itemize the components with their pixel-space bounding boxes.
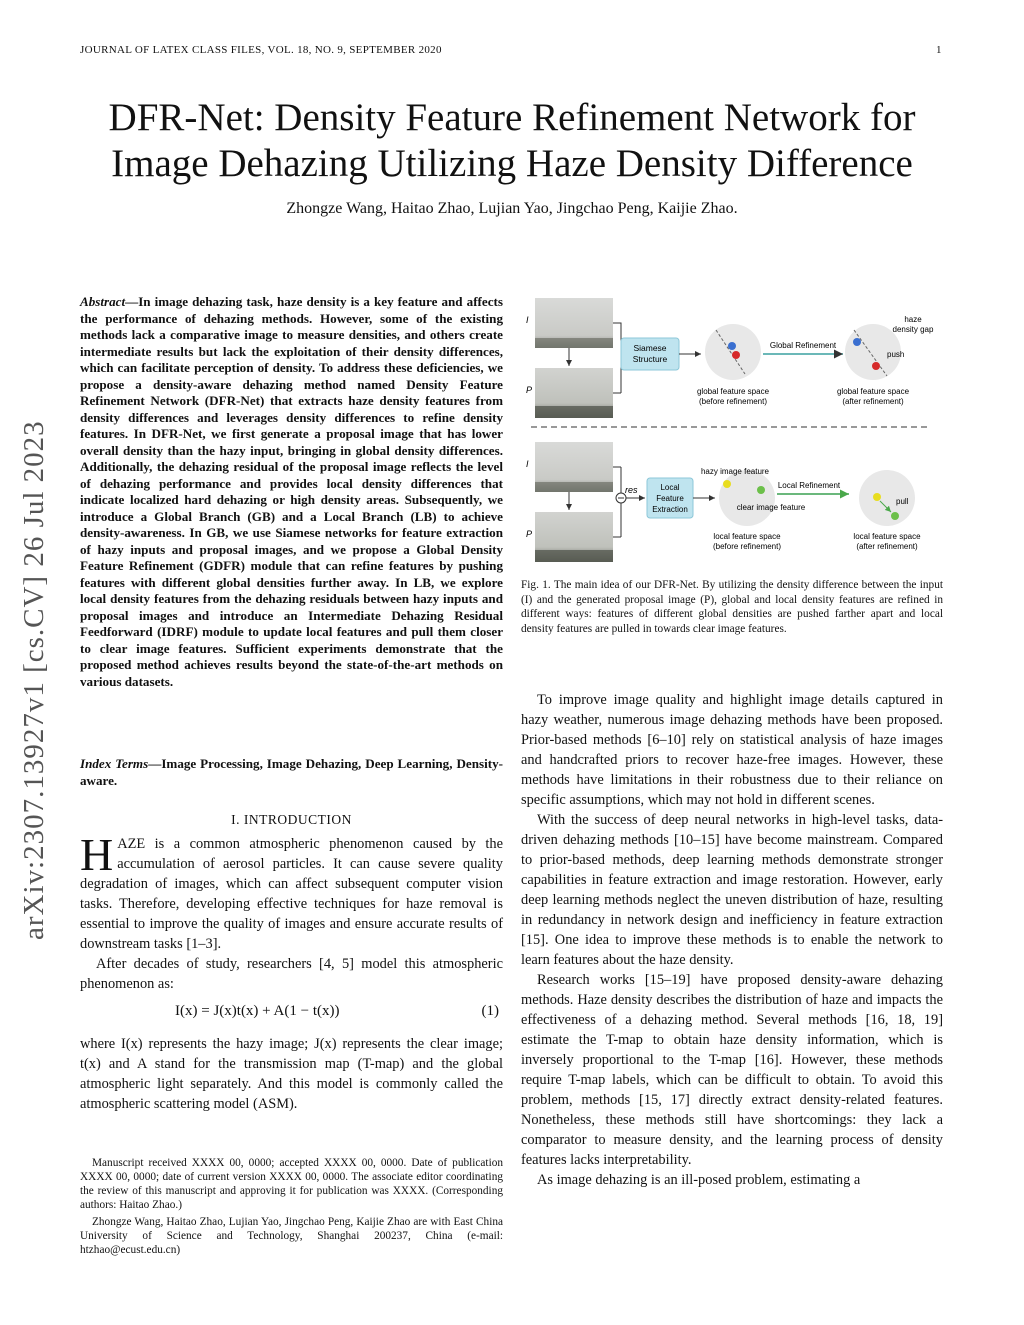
right-paragraph-4: As image dehazing is an ill-posed problem, estimating a [537, 1172, 861, 1188]
local-before-label-2: (before refinement) [712, 542, 782, 551]
index-terms [80, 756, 503, 789]
right-paragraph-1: To improve image quality and highlight image details captured in hazy weather, numerous image dehazing methods have been proposed. Prior-based methods [6–10] rely on statistical analysis of haze images and handcrafted priors to recover haze-free images. However, these methods have limitations in their robustness due to their reliance on specific assumptions, which may not hold in different scenes. [521, 692, 943, 808]
hazy-image-feature-label: hazy image feature [700, 467, 770, 476]
label-P-top: P [526, 385, 533, 395]
index-terms-label: Index Terms [80, 756, 149, 771]
equation-number: (1) [481, 1003, 499, 1019]
figure-1-caption: Fig. 1. The main idea of our DFR-Net. By utilizing the density difference between the input (I) and the generated proposal image (P), global and local density features are refined in different ways: features of different global densities are pushed farther apart and local density features are pulled in towards clear image features. [521, 579, 943, 635]
blue-feature-after [853, 338, 861, 346]
green-feature-after [891, 512, 899, 520]
lfe-label-2: Feature [656, 494, 684, 503]
abstract-text: —In image dehazing task, haze density is a key feature and affects the performance of dehazing methods. However, some of the existing methods lack a comparative image to measure densities, and others create intermediate results but lack the exploitation of their density differences, which can facilitate perception of density. To address these deficiencies, we propose a density-aware dehazing method named Density Feature Refinement Network (DFR-Net) that extracts haze density features from density differences and leverages density differences to refine density features. In DFR-Net, we first generate a proposal image that has lower overall density than the hazy input, bringing in global density differences. Additionally, the dehazing residual of the proposal image reflects the level of dehazing performance and provides local density differences that indicate localized hard dehazing or high density areas. Subsequently, we introduce a Global Branch (GB) and a Local Branch (LB) to achieve density-awareness. In GB, we use Siamese networks for feature extraction of hazy inputs and proposal images, and we propose a Global Density Feature Refinement (GDFR) module that can refine features by pushing features with different global densities further away. In LB, we explore local density features from the dehazing residuals between hazy inputs and proposal images and introduce an Intermediate Dehazing Residual Feedforward (IDRF) module to update local features and pull them closer to clear image features. Sufficient experiments demonstrate that the proposed method achieves results beyond the state-of-the-art methods on various datasets. [80, 294, 503, 689]
local-before-label-1: local feature space [713, 532, 781, 541]
push-label: push [887, 350, 905, 359]
pull-label: pull [896, 497, 909, 506]
index-terms-text: —Image Processing, Image Dehazing, Deep Learning, Density-aware. [80, 756, 503, 788]
yellow-feature-before [723, 480, 731, 488]
intro-text-continued [80, 1034, 503, 1114]
intro-paragraph-1: HAZE is a common atmospheric phenomenon caused by the accumulation of aerosol particles. It can cause severe quality degradation of images, which can affect subsequent computer vision tasks. Therefore, developing effective techniques for haze removal is essential to improve the quality of images and ensure accurate results of downstream tasks [1–3]. [80, 829, 503, 952]
page-number: 1 [936, 44, 942, 56]
red-feature-before [732, 351, 740, 359]
local-after-label-2: (after refinement) [856, 542, 918, 551]
title-line-1: DFR-Net: Density Feature Refinement Network for [108, 96, 916, 139]
label-P-bottom: P [526, 529, 533, 539]
local-space-before [719, 470, 775, 526]
siamese-label-2: Structure [632, 354, 668, 364]
global-refinement-label: Global Refinement [769, 341, 837, 350]
global-before-label-1: global feature space [696, 387, 770, 396]
abstract-label: Abstract [80, 294, 126, 309]
global-after-label-2: (after refinement) [842, 397, 904, 406]
abstract [80, 294, 503, 690]
right-paragraph-2: With the success of deep neural networks in high-level tasks, data-driven dehazing methods [10–15] have become mainstream. Compared to prior-based methods, deep learning methods demonstrate stronger capabilities in feature extraction and image restoration. However, early deep learning methods neglect the uneven distribution of haze, resulting in redundancy in network design and inefficiency in feature extraction [15]. One idea to improve these methods is to enable the network to learn features about the haze density. [521, 812, 943, 968]
lfe-label-1: Local [660, 483, 680, 492]
footnotes [80, 1156, 503, 1260]
yellow-feature-after [873, 493, 881, 501]
paper-title [60, 95, 964, 187]
blue-feature-before [728, 342, 736, 350]
footnote-manuscript: Manuscript received XXXX 00, 0000; accepted XXXX 00, 0000. Date of publication XXXX 00, 0000; date of current version XXXX 00, 0000. The associate editor coordinating the review of this manuscript and approving it for publication was XXXX. (Corresponding authors: Haitao Zhao.) [80, 1157, 503, 1211]
label-I-top: I [526, 315, 529, 325]
haze-gap-label-1: haze [904, 315, 922, 324]
journal-header: JOURNAL OF LATEX CLASS FILES, VOL. 18, NO. 9, SEPTEMBER 2020 [80, 44, 442, 56]
global-space-before [705, 324, 761, 380]
title-line-2: Image Dehazing Utilizing Haze Density Difference [111, 142, 913, 185]
footnote-affiliation: Zhongze Wang, Haitao Zhao, Lujian Yao, Jingchao Peng, Kaijie Zhao are with East China University of Science and Technology, Shanghai 200237, China (e-mail: htzhao@ecust.edu.cn) [80, 1216, 503, 1256]
label-I-bottom: I [526, 459, 529, 469]
authors: Zhongze Wang, Haitao Zhao, Lujian Yao, Jingchao Peng, Kaijie Zhao. [286, 200, 738, 217]
dropcap: H [80, 829, 114, 880]
equation-text: I(x) = J(x)t(x) + A(1 − t(x)) [175, 1003, 340, 1019]
res-label: res [625, 485, 638, 495]
local-after-label-1: local feature space [853, 532, 921, 541]
global-after-label-1: global feature space [836, 387, 910, 396]
red-feature-after [872, 362, 880, 370]
intro-paragraph-2: After decades of study, researchers [4, 5] model this atmospheric phenomenon as: [80, 956, 503, 992]
right-paragraph-3: Research works [15–19] have proposed density-aware dehazing methods. Haze density describes the distribution of haze and impacts the effectiveness of a dehazing method. Several methods [16, 18, 19] estimate the T-map to obtain haze density information, which is inversely proportional to the T-map [16]. However, these methods require T-map labels, which can be difficult to obtain. To avoid this problem, methods [15, 17] directly extract density-related features. Nonetheless, these methods still have shortcomings: they lack a comparator to measure density, and the learning process of density features lacks interpretability. [521, 972, 943, 1168]
global-before-label-2: (before refinement) [698, 397, 768, 406]
intro-paragraph-3: where I(x) represents the hazy image; J(x) represents the clear image; t(x) and A stand for the transmission map (T-map) and the global atmospheric light separately. And this model is commonly called the atmospheric scattering model (ASM). [80, 1036, 503, 1112]
local-refinement-label: Local Refinement [777, 481, 841, 490]
siamese-label-1: Siamese [633, 343, 667, 353]
lfe-label-3: Extraction [652, 505, 688, 514]
arxiv-stamp: arXiv:2307.13927v1 [cs.CV] 26 Jul 2023 [18, 420, 50, 940]
intro-text [80, 829, 503, 994]
haze-gap-label-2: density gap [892, 325, 934, 334]
section-heading: I. INTRODUCTION [231, 812, 352, 827]
green-feature-before [757, 486, 765, 494]
figure-1-diagram [521, 294, 943, 566]
clear-image-feature-label: clear image feature [736, 503, 806, 512]
right-column-text [521, 690, 943, 1190]
